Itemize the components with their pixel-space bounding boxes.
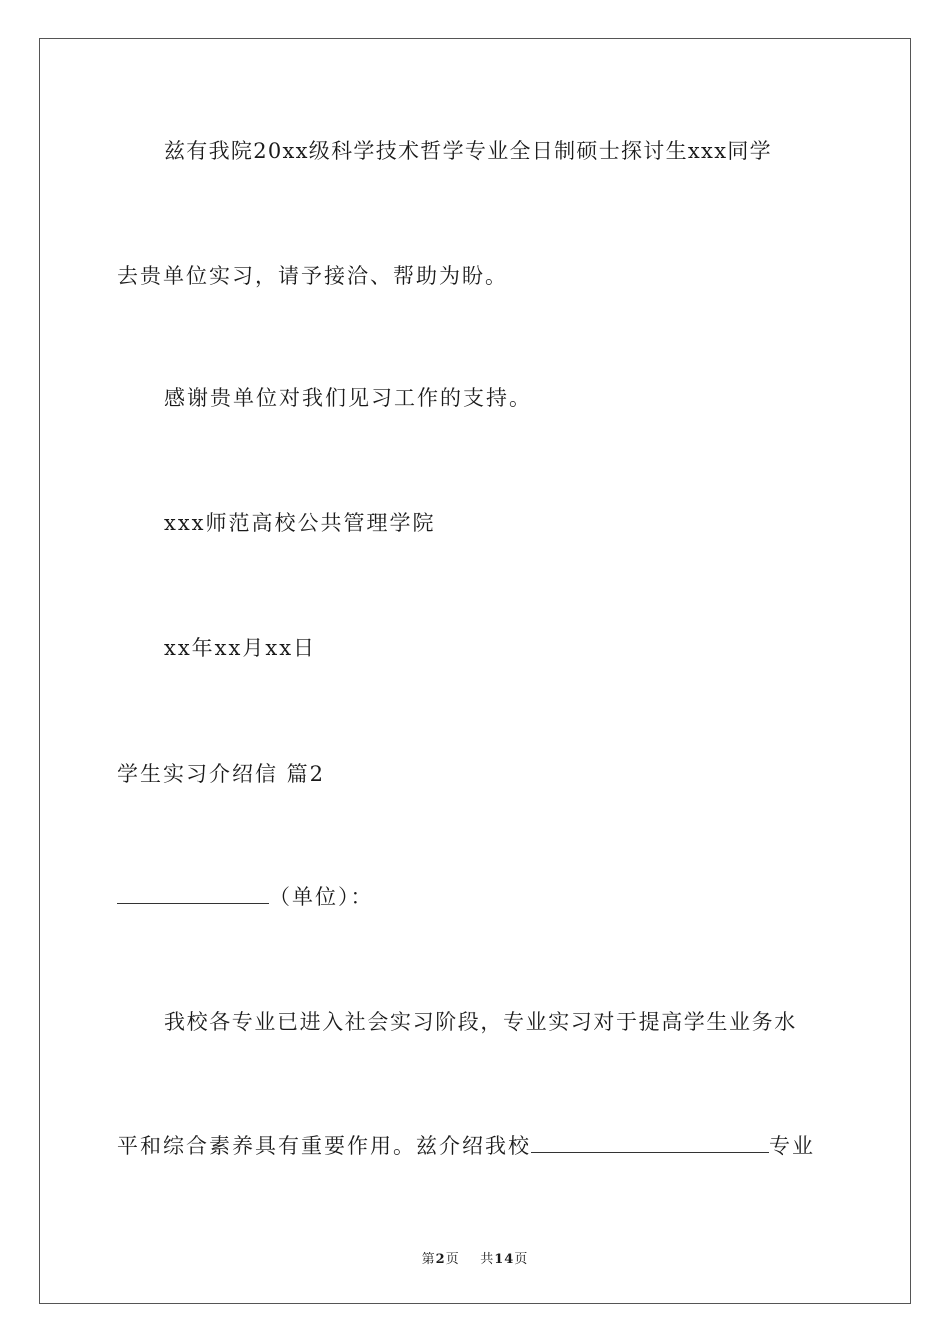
page-footer — [0, 1248, 950, 1267]
unit-blank-underline — [117, 883, 269, 904]
signature-date: xx年xx月xx日 — [164, 636, 317, 660]
signature-school: xxx师范高校公共管理学院 — [164, 511, 436, 535]
footer-total-prefix: 共 — [480, 1252, 495, 1267]
footer-total-pages: 14 — [494, 1252, 515, 1267]
paragraph-internship-suffix: 专业 — [769, 1134, 815, 1158]
paragraph-internship-prefix: 平和综合素养具有重要作用。兹介绍我校 — [117, 1134, 531, 1158]
footer-page-unit: 页 — [445, 1252, 460, 1267]
footer-total-unit: 页 — [514, 1252, 529, 1267]
salutation-line — [117, 883, 374, 911]
paragraph-internship-line-2 — [117, 1132, 815, 1160]
page-frame — [39, 38, 911, 1304]
footer-page-number: 2 — [435, 1252, 446, 1267]
paragraph-thanks: 感谢贵单位对我们见习工作的支持。 — [164, 386, 532, 410]
major-blank-underline — [531, 1132, 769, 1153]
footer-prefix: 第 — [421, 1252, 436, 1267]
paragraph-intro-text-1: 兹有我院20xx级科学技术哲学专业全日制硕士探讨生xxx同学 — [164, 139, 772, 163]
section-heading: 学生实习介绍信 篇2 — [117, 762, 326, 786]
salutation-suffix: （单位）： — [269, 885, 374, 909]
paragraph-intro-line-2: 去贵单位实习，请予接洽、帮助为盼。 — [117, 264, 508, 288]
paragraph-intro-line-1 — [164, 137, 834, 165]
paragraph-internship-line-1: 我校各专业已进入社会实习阶段，专业实习对于提高学生业务水 — [164, 1010, 797, 1034]
